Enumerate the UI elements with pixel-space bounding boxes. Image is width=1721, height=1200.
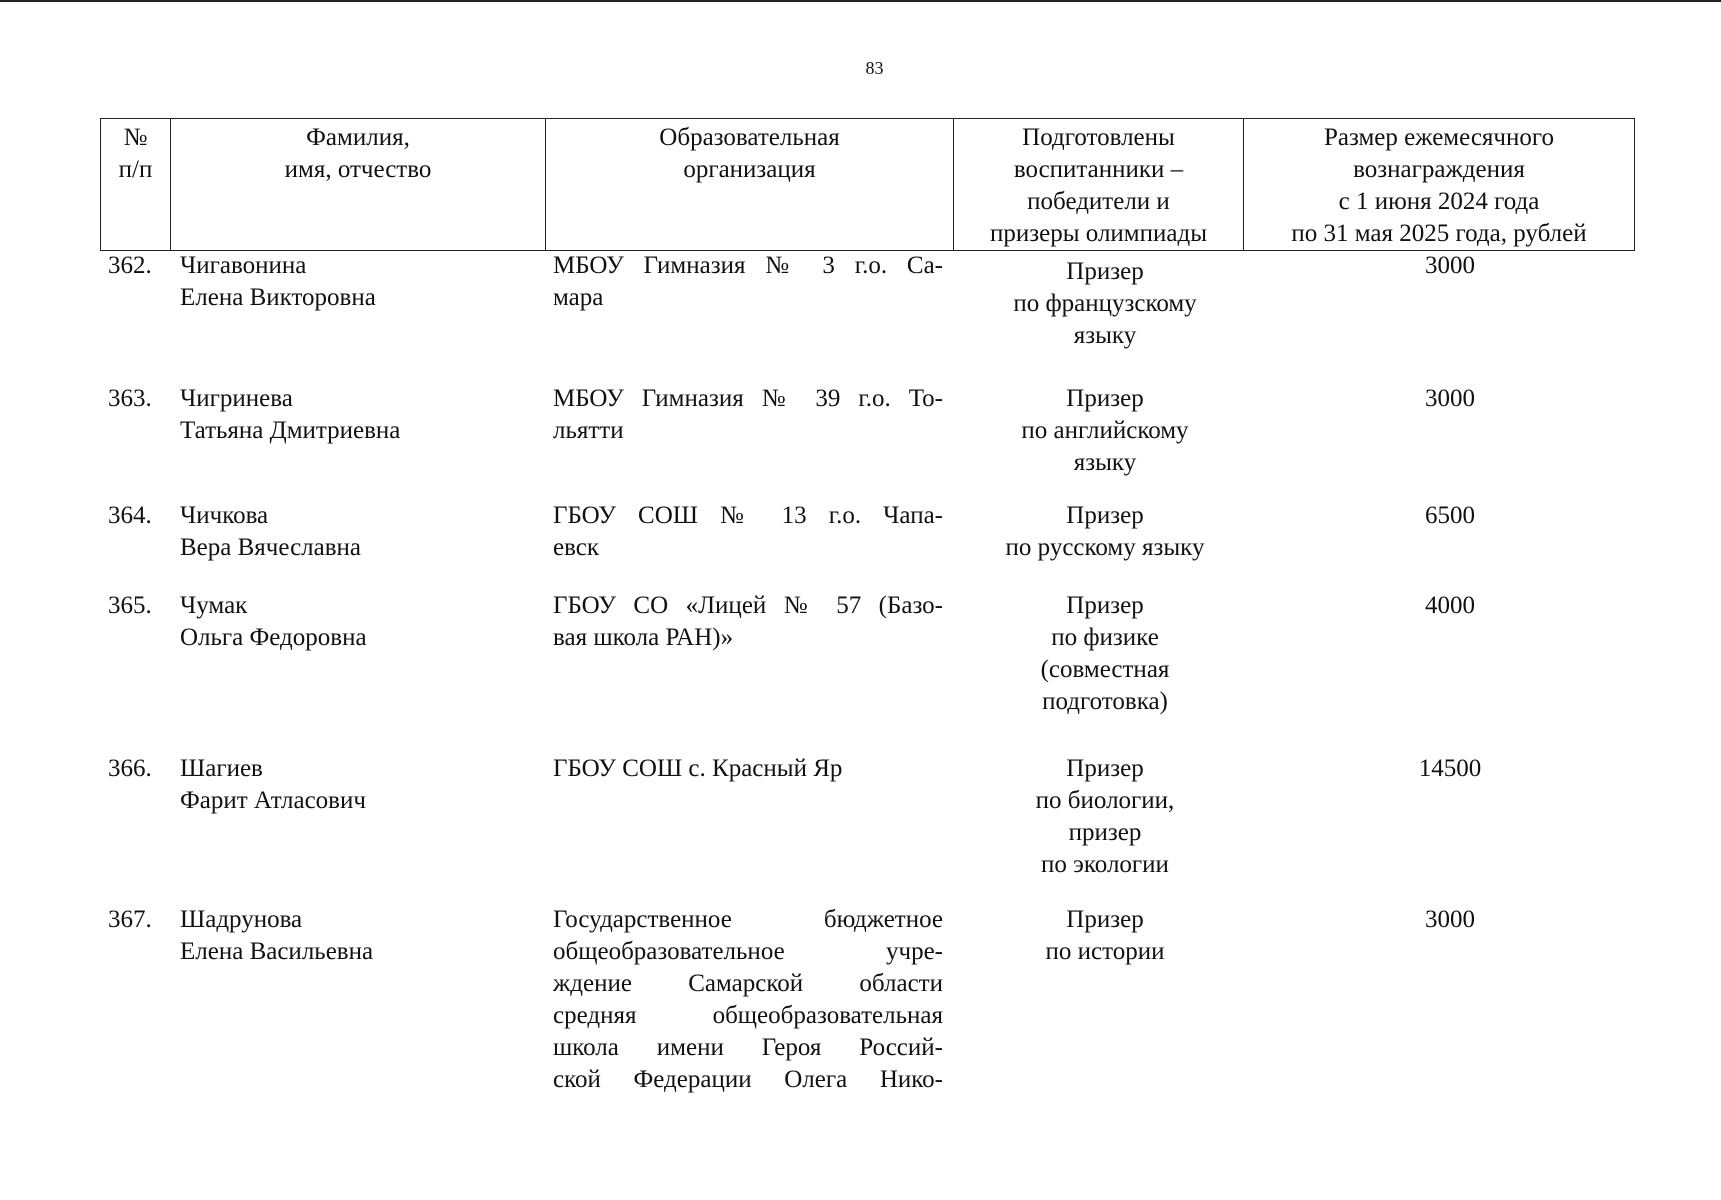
amount: 14500 <box>1418 755 1482 782</box>
row-number: 367. <box>108 906 152 933</box>
header-num-line: п/п <box>118 156 153 183</box>
award-line: по биологии, <box>1035 787 1175 814</box>
award-line: Призер <box>1066 755 1144 782</box>
award-line: Призер <box>1066 906 1144 933</box>
organization <box>553 500 943 564</box>
org-line: общеобразовательное учре- <box>553 938 943 965</box>
organization <box>553 753 943 785</box>
given-names: Елена Викторовна <box>180 284 376 311</box>
award-line: Призер <box>1066 258 1144 285</box>
person-name <box>180 500 540 564</box>
amount: 6500 <box>1425 502 1475 529</box>
award <box>955 383 1255 479</box>
header-num-line: № <box>123 124 148 151</box>
award-line: языку <box>1073 449 1137 476</box>
amount: 3000 <box>1425 252 1475 279</box>
award-line: по английскому <box>1021 417 1189 444</box>
row-number: 362. <box>108 252 152 279</box>
header-award-line: призеры олимпиады <box>990 220 1207 247</box>
table-header <box>100 118 1635 251</box>
header-org <box>546 119 954 251</box>
award-line: подготовка) <box>1042 688 1168 715</box>
person-name <box>180 250 540 314</box>
surname: Шадрунова <box>180 906 303 933</box>
org-line: ГБОУ СО «Лицей № 57 (Базо- <box>553 592 943 619</box>
org-line: средняя общеобразовательная <box>553 1002 943 1029</box>
row-number: 365. <box>108 592 152 619</box>
org-line: Государственное бюджетное <box>553 906 943 933</box>
person-name <box>180 753 540 817</box>
amount: 3000 <box>1425 906 1475 933</box>
header-org-line: Образовательная <box>659 124 840 151</box>
header-name <box>171 119 546 251</box>
row-number: 364. <box>108 502 152 529</box>
header-award <box>954 119 1244 251</box>
person-name <box>180 904 540 968</box>
header-amount-line: вознаграждения <box>1353 156 1525 183</box>
given-names: Елена Васильевна <box>180 938 374 965</box>
award-line: Призер <box>1066 502 1144 529</box>
person-name <box>180 383 540 447</box>
header-award-line: Подготовлены <box>1022 124 1175 151</box>
org-line: школа имени Героя Россий- <box>553 1034 943 1061</box>
organization <box>553 250 943 314</box>
award <box>955 590 1255 718</box>
header-award-line: победители и <box>1027 188 1170 215</box>
award-line: по русскому языку <box>1005 534 1205 561</box>
org-line: евск <box>553 534 599 561</box>
person-name <box>180 590 540 654</box>
row-number: 363. <box>108 385 152 412</box>
header-amount-line: с 1 июня 2024 года <box>1338 188 1540 215</box>
given-names: Фарит Атласович <box>180 787 366 814</box>
award-line: призер <box>1068 819 1142 846</box>
amount: 4000 <box>1425 592 1475 619</box>
award-line: по французскому <box>1013 290 1197 317</box>
award-line: по экологии <box>1041 851 1169 878</box>
header-name-line: Фамилия, <box>306 124 410 151</box>
award <box>955 904 1255 968</box>
top-edge-line <box>0 0 1721 2</box>
award-line: Призер <box>1066 385 1144 412</box>
given-names: Татьяна Дмитриевна <box>180 417 401 444</box>
surname: Шагиев <box>180 755 263 782</box>
organization <box>553 383 943 447</box>
award-line: по истории <box>1045 938 1165 965</box>
surname: Чумак <box>180 592 248 619</box>
row-number: 366. <box>108 755 152 782</box>
amount: 3000 <box>1425 385 1475 412</box>
org-line: ждение Самарской области <box>553 970 943 997</box>
page-number: 83 <box>865 58 884 78</box>
org-line: ской Федерации Олега Нико- <box>553 1066 943 1093</box>
given-names: Ольга Федоровна <box>180 624 367 651</box>
award <box>955 256 1255 352</box>
org-line: ГБОУ СОШ № 13 г.о. Чапа- <box>553 502 943 529</box>
award-line: по физике <box>1051 624 1159 651</box>
header-num <box>101 119 171 251</box>
surname: Чичкова <box>180 502 269 529</box>
award-line: языку <box>1073 322 1137 349</box>
header-name-line: имя, отчество <box>284 156 432 183</box>
org-line: ГБОУ СОШ с. Красный Яр <box>553 755 843 782</box>
organization <box>553 904 943 1096</box>
header-amount-line: Размер ежемесячного <box>1323 124 1555 151</box>
org-line: мара <box>553 284 604 311</box>
surname: Чигринева <box>180 385 293 412</box>
org-line: МБОУ Гимназия № 39 г.о. То- <box>553 385 943 412</box>
given-names: Вера Вячеславна <box>180 534 362 561</box>
org-line: льятти <box>553 417 624 444</box>
org-line: вая школа РАН)» <box>553 624 734 651</box>
award <box>955 753 1255 881</box>
award <box>955 500 1255 564</box>
header-amount <box>1244 119 1635 251</box>
header-award-line: воспитанники – <box>1013 156 1184 183</box>
organization <box>553 590 943 654</box>
header-org-line: организация <box>683 156 816 183</box>
award-line: Призер <box>1066 592 1144 619</box>
org-line: МБОУ Гимназия № 3 г.о. Са- <box>553 252 943 279</box>
surname: Чигавонина <box>180 252 307 279</box>
award-line: (совместная <box>1040 656 1170 683</box>
header-amount-line: по 31 мая 2025 года, рублей <box>1291 220 1587 247</box>
